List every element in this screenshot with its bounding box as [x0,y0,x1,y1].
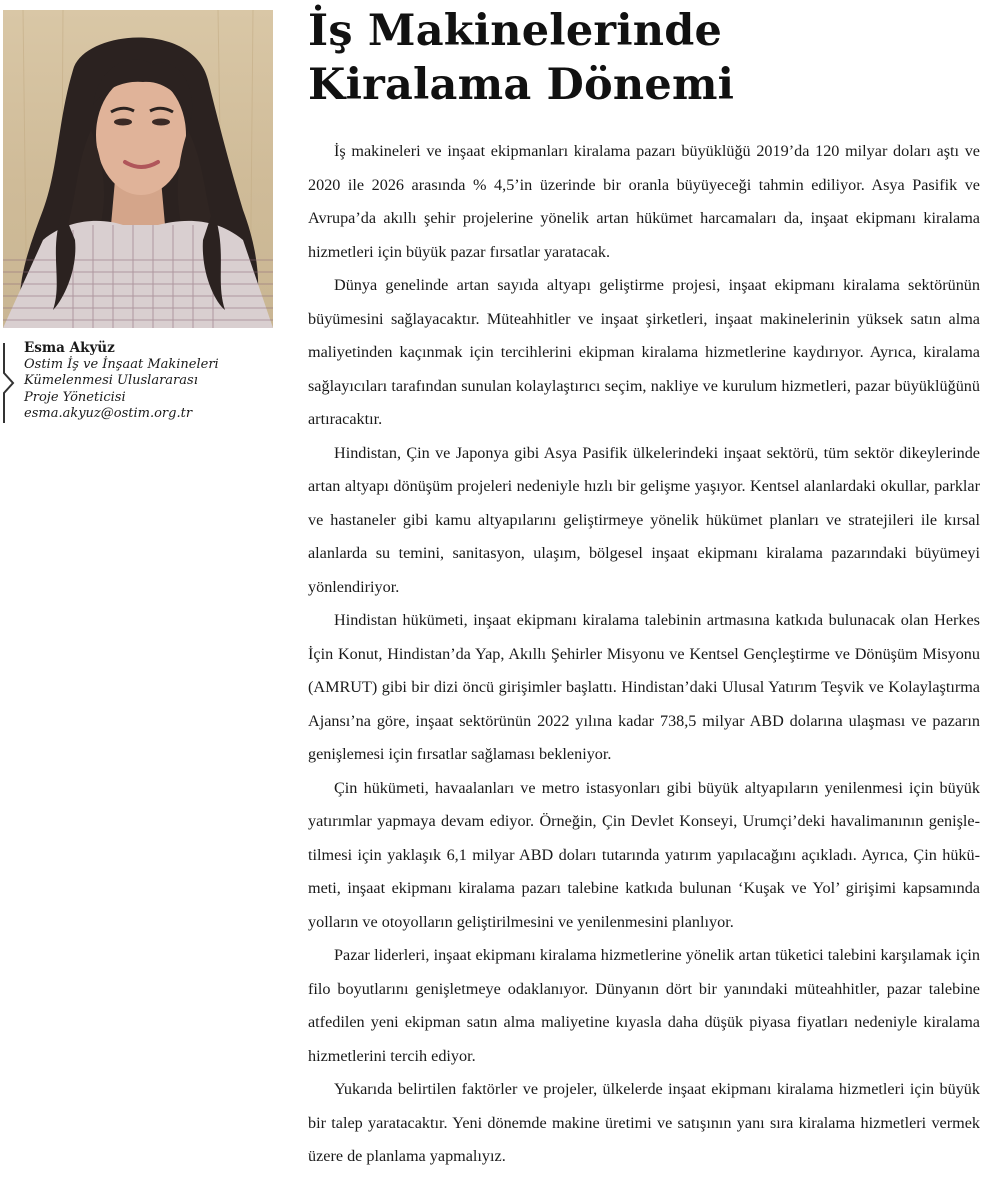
author-role-line-2: Kümelenmesi Uluslararası [24,373,198,388]
author-role-line-1: Ostim İş ve İnşaat Makineleri [24,356,219,372]
author-name: Esma Akyüz [24,340,115,356]
author-email: esma.akyuz@ostim.org.tr [24,406,193,421]
paragraph-6: Pazar liderleri, inşaat ekipmanı kiralama hizmetlerine yönelik artan tüketici talebini karşılamak için filo boyutlarını genişletmeye odaklanıyor. Dünyanın dört bir yanındaki müteahhitler, pazar talebine atfedilen yeni ekipman satın alma maliyetine kıyasla daha düşük piyasa fiyatları nedeniyle kiralama hizmetlerini tercih ediyor. [308,946,980,1065]
article-body [308,135,980,1174]
paragraph-4: Hindistan hükümeti, inşaat ekipmanı kiralama talebinin artmasına katkıda bulunacak olan Herkes İçin Konut, Hindistan’da Yap, Akıllı Şehirler Misyonu ve Kentsel Gençleştirme ve Dönüşüm Misyonu (AMRUT) gibi bir dizi öncü girişimler başlattı. Hindistan’daki Ulusal Yatırım Teşvik ve Kolaylaştırma Ajansı’na göre, inşaat sektörünün 2022 yılına kadar 738,5 milyar ABD dolarına ulaşması ve pazarın genişlemesi için fırsatlar sağlaması bekleniyor. [308,611,980,763]
paragraph-1: İş makineleri ve inşaat ekipmanları kiralama pazarı büyüklüğü 2019’da 120 milyar doları aştı ve 2020 ile 2026 arasında % 4,5’in üzerinde bir oranla büyüyeceği tahmin ediliyor. Asya Pasifik ve Avrupa’da akıllı şehir projelerine yönelik artan hükümet harcamaları da, inşaat ekipmanı kiralama hizmetleri için büyük pazar fırsatlar yaratacak. [308,142,980,261]
portrait-image-icon [3,10,273,328]
paragraph-7: Yukarıda belirtilen faktörler ve projeler, ülkelerde inşaat ekipmanı kiralama hizmetleri için büyük bir talep yaratacaktır. Yeni dönemde makine üretimi ve satışının yanı sıra kiralama hizmetleri vermek üzere de planlama yapmalıyız. [308,1080,980,1165]
author-photo [3,10,273,328]
bracket-marker-icon [2,343,16,423]
article-title [308,4,734,112]
article-title-line-1: İş Makinelerinde [308,6,723,56]
paragraph-5: Çin hükümeti, havaalanları ve metro istasyonları gibi büyük altyapıların yenilenmesi için büyük yatırımlar yapmaya devam ediyor. Örneğin, Çin Devlet Konseyi, Urumçi’deki havalimanının genişletilmesi için yaklaşık 6,1 milyar ABD doları tutarında yatırım yapılacağını açıkladı. Ayrıca, Çin hükümeti, inşaat ekipmanı kiralama pazarı talebine katkıda bulunan ‘Kuşak ve Yol’ girişimi kapsamında yolların ve otoyolların geliştirilmesini ve yenilenmesini planlıyor. [308,778,980,931]
author-role-line-3: Proje Yöneticisi [24,389,126,405]
paragraph-2: Dünya genelinde artan sayıda altyapı geliştirme projesi, inşaat ekipmanı kiralama sektörünün büyümesini sağlayacaktır. Müteahhitler ve inşaat şirketleri, inşaat makinelerinin yüksek satın alma maliyetinden kaçınmak için tercihlerini ekipman kiralama hizmetlerine kaydırıyor. Ayrıca, kiralama sağlayıcıları tarafından sunulan kolaylaştırıcı seçim, nakliye ve kurulum hizmetleri, pazar büyüklüğünü artıracaktır. [308,276,980,428]
paragraph-3: Hindistan, Çin ve Japonya gibi Asya Pasifik ülkelerindeki inşaat sektörü, tüm sektör dikeylerinde artan altyapı dönüşüm projeleri nedeniyle hızlı bir gelişme yaşıyor. Kentsel alanlardaki okullar, parklar ve hastaneler gibi kamu altyapılarını geliştirmeye yönelik hükümet planları ve stratejileri ile kırsal alanlarda su temini, sanitasyon, ulaşım, bölgesel inşaat ekipmanı kiralama pazarındaki büyümeyi yönlendiriyor. [308,443,980,596]
article-title-line-2: Kiralama Dönemi [308,60,735,110]
author-info [0,340,280,422]
